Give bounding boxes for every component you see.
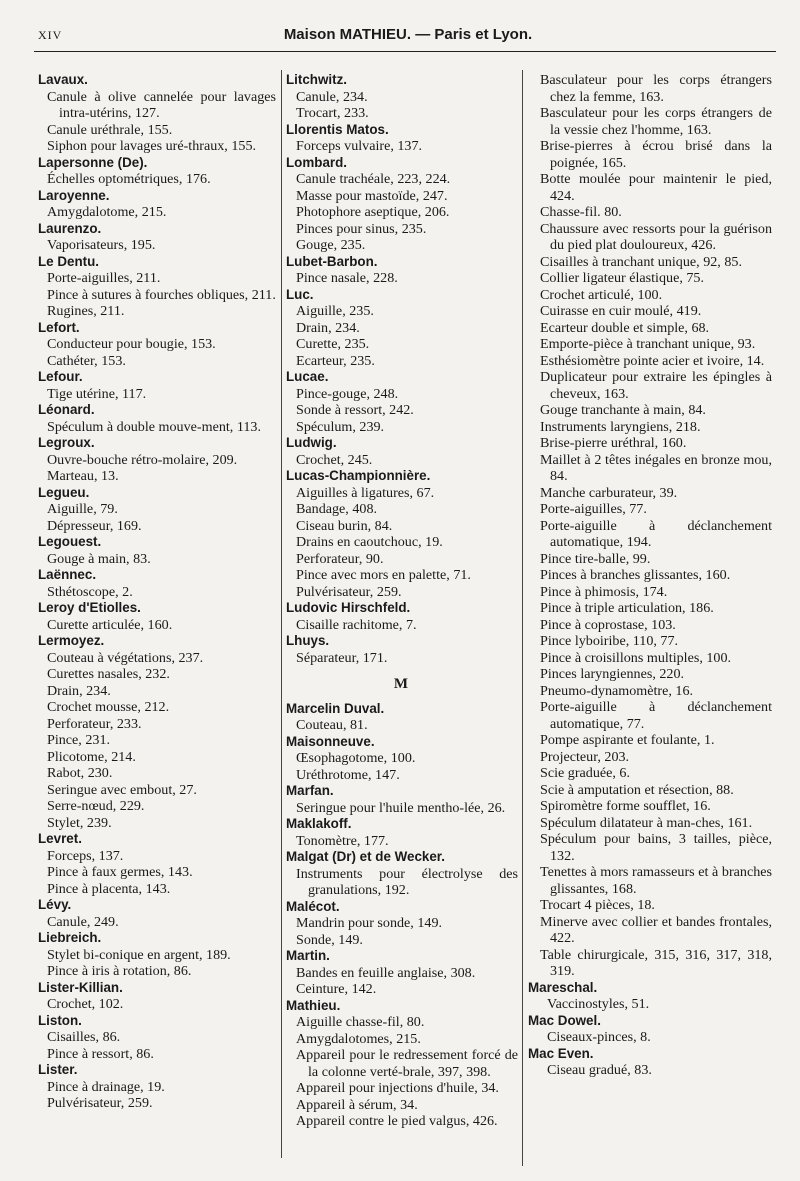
index-name: Lefour. bbox=[38, 369, 83, 384]
index-item: Cuirasse en cuir moulé, 419. bbox=[540, 303, 702, 319]
index-item: Pulvérisateur, 259. bbox=[47, 1095, 153, 1111]
index-item: Chaussure avec ressorts pour la guérison du pied plat douloureux, 426. bbox=[540, 220, 772, 253]
index-name: Liebreich. bbox=[38, 930, 102, 945]
index-item: Serre-nœud, 229. bbox=[47, 798, 145, 814]
index-item: Pince nasale, 228. bbox=[296, 270, 398, 286]
index-item: Emporte-pièce à tranchant unique, 93. bbox=[540, 336, 756, 352]
index-name: Martin. bbox=[286, 948, 330, 963]
index-item: Seringue avec embout, 27. bbox=[47, 781, 197, 798]
index-item: Pince à iris à rotation, 86. bbox=[47, 963, 192, 979]
index-item: Canule trachéale, 223, 224. bbox=[296, 171, 451, 187]
index-item: Sthétoscope, 2. bbox=[47, 583, 133, 600]
index-item: Ecarteur, 235. bbox=[296, 352, 375, 369]
index-item: Collier ligateur élastique, 75. bbox=[540, 270, 704, 286]
index-name: Liston. bbox=[38, 1012, 82, 1028]
index-item: Pince à sutures à fourches obliques, 211. bbox=[47, 286, 276, 303]
column-divider bbox=[281, 70, 282, 1158]
index-name: Levret. bbox=[38, 831, 82, 846]
section-letter: M bbox=[393, 676, 409, 692]
index-item: Spiromètre forme soufflet, 16. bbox=[540, 798, 711, 814]
index-item: Pinces à branches glissantes, 160. bbox=[540, 567, 731, 583]
index-item: Pneumo-dynamomètre, 16. bbox=[540, 682, 694, 699]
index-item: Forceps vulvaire, 137. bbox=[296, 138, 423, 154]
index-item: Gouge à main, 83. bbox=[47, 550, 151, 567]
index-name: Lavaux. bbox=[38, 72, 88, 87]
index-item: Appareil à sérum, 34. bbox=[296, 1096, 418, 1113]
index-item: Gouge, 235. bbox=[296, 237, 366, 253]
index-item: Tenettes à mors ramasseurs et à branches glissantes, 168. bbox=[540, 864, 772, 897]
index-item: Pince à croisillons multiples, 100. bbox=[540, 649, 732, 666]
index-name: Maisonneuve. bbox=[286, 733, 375, 749]
index-name: Maklakoff. bbox=[286, 816, 352, 831]
index-item: Ciseaux-pinces, 8. bbox=[547, 1029, 651, 1045]
index-item: Sonde à ressort, 242. bbox=[296, 402, 414, 418]
index-name: Litchwitz. bbox=[286, 72, 347, 87]
index-item: Appareil pour le redressement forcé de la colonne verté-brale, 397, 398. bbox=[296, 1047, 518, 1080]
index-item: Stylet bi-conique en argent, 189. bbox=[47, 946, 231, 963]
index-item: Tonomètre, 177. bbox=[296, 832, 389, 849]
index-item: Plicotome, 214. bbox=[47, 748, 136, 765]
index-item: Cathéter, 153. bbox=[47, 352, 126, 369]
index-item: Botte moulée pour maintenir le pied, 424. bbox=[540, 171, 772, 204]
index-item: Porte-aiguilles, 77. bbox=[540, 501, 647, 517]
index-name: Marfan. bbox=[286, 783, 334, 798]
index-name: Llorentis Matos. bbox=[286, 121, 389, 137]
index-item: Séparateur, 171. bbox=[296, 649, 388, 666]
index-name: Lermoyez. bbox=[38, 633, 105, 648]
index-item: Pinces pour sinus, 235. bbox=[296, 220, 427, 237]
index-column-2 bbox=[284, 72, 518, 1130]
index-item: Porte-aiguille à déclanchement automatique, 194. bbox=[540, 517, 772, 550]
index-item: Mandrin pour sonde, 149. bbox=[296, 915, 443, 931]
index-item: Perforateur, 233. bbox=[47, 715, 142, 732]
header-rule bbox=[34, 51, 776, 52]
index-item: Rabot, 230. bbox=[47, 765, 113, 781]
index-item: Pince lyboiribe, 110, 77. bbox=[540, 633, 679, 649]
index-item: Crochet, 102. bbox=[47, 996, 124, 1012]
index-item: Maillet à 2 têtes inégales en bronze mou, 84. bbox=[540, 451, 772, 484]
index-item: Ciseau gradué, 83. bbox=[547, 1062, 652, 1078]
index-item: Appareil contre le pied valgus, 426. bbox=[296, 1113, 498, 1129]
index-item: Projecteur, 203. bbox=[540, 748, 630, 765]
index-item: Vaporisateurs, 195. bbox=[47, 237, 156, 253]
index-item: Brise-pierre uréthral, 160. bbox=[540, 435, 687, 451]
index-item: Aiguille, 235. bbox=[296, 303, 374, 319]
index-name: Ludovic Hirschfeld. bbox=[286, 600, 411, 615]
index-item: Spéculum, 239. bbox=[296, 418, 385, 435]
index-item: Aiguilles à ligatures, 67. bbox=[296, 484, 435, 501]
index-item: Forceps, 137. bbox=[47, 847, 124, 864]
index-item: Amygdalotome, 215. bbox=[47, 204, 167, 220]
index-name: Laroyenne. bbox=[38, 187, 110, 203]
index-item: Drain, 234. bbox=[47, 682, 111, 699]
index-item: Trocart, 233. bbox=[296, 105, 369, 121]
index-item: Pince tire-balle, 99. bbox=[540, 550, 651, 567]
index-item: Drain, 234. bbox=[296, 319, 360, 336]
index-item: Ceinture, 142. bbox=[296, 981, 377, 997]
index-name: Lhuys. bbox=[286, 633, 330, 648]
index-item: Instruments pour électrolyse des granulations, 192. bbox=[296, 865, 518, 898]
index-item: Masse pour mastoïde, 247. bbox=[296, 187, 448, 204]
index-name: Lucae. bbox=[286, 369, 329, 384]
index-item: Basculateur pour les corps étrangers chez la femme, 163. bbox=[540, 72, 772, 105]
index-item: Scie à amputation et résection, 88. bbox=[540, 781, 734, 798]
index-name: Leroy d'Etiolles. bbox=[38, 600, 141, 615]
index-item: Canule à olive cannelée pour lavages intra-utérins, 127. bbox=[47, 88, 276, 121]
index-item: Trocart 4 pièces, 18. bbox=[540, 897, 655, 913]
index-item: Vaccinostyles, 51. bbox=[547, 996, 650, 1012]
index-item: Sonde, 149. bbox=[296, 931, 363, 948]
index-item: Pince à triple articulation, 186. bbox=[540, 600, 714, 616]
index-item: Duplicateur pour extraire les épingles à cheveux, 163. bbox=[540, 369, 772, 402]
index-item: Pince à phimosis, 174. bbox=[540, 583, 668, 600]
index-name: Laënnec. bbox=[38, 567, 97, 582]
index-item: Porte-aiguilles, 211. bbox=[47, 270, 161, 286]
index-item: Pince à placenta, 143. bbox=[47, 880, 171, 897]
index-column-1 bbox=[36, 72, 276, 1112]
index-item: Photophore aseptique, 206. bbox=[296, 204, 450, 220]
index-item: Œsophagotome, 100. bbox=[296, 750, 416, 766]
index-item: Canule, 249. bbox=[47, 913, 119, 930]
index-item: Gouge tranchante à main, 84. bbox=[540, 402, 706, 418]
index-item: Curette, 235. bbox=[296, 336, 370, 352]
index-name: Legueu. bbox=[38, 484, 90, 500]
index-name: Lister. bbox=[38, 1062, 78, 1077]
index-name: Lubet-Barbon. bbox=[286, 253, 378, 269]
index-item: Ciseau burin, 84. bbox=[296, 517, 393, 534]
index-name: Mac Dowel. bbox=[528, 1012, 601, 1028]
page-title: Maison MATHIEU. — Paris et Lyon. bbox=[283, 26, 533, 43]
index-item: Siphon pour lavages uré-thraux, 155. bbox=[47, 138, 257, 154]
index-item: Canule, 234. bbox=[296, 88, 368, 105]
column-divider bbox=[522, 70, 523, 1166]
index-name: Lombard. bbox=[286, 154, 348, 170]
index-name: Laurenzo. bbox=[38, 220, 102, 236]
index-item: Table chirurgicale, 315, 316, 317, 318, 319. bbox=[540, 946, 772, 979]
index-item: Curettes nasales, 232. bbox=[47, 666, 170, 682]
index-item: Marteau, 13. bbox=[47, 468, 119, 484]
index-name: Ludwig. bbox=[286, 435, 337, 450]
index-item: Spéculum à double mouve-ment, 113. bbox=[47, 418, 261, 435]
index-item: Pompe aspirante et foulante, 1. bbox=[540, 732, 715, 748]
index-item: Uréthrotome, 147. bbox=[296, 766, 400, 783]
index-item: Dépresseur, 169. bbox=[47, 517, 142, 534]
index-name: Marcelin Duval. bbox=[286, 700, 385, 716]
index-name: Legouest. bbox=[38, 534, 102, 549]
index-item: Canule uréthrale, 155. bbox=[47, 121, 173, 138]
index-item: Scie graduée, 6. bbox=[540, 765, 631, 781]
index-item: Ouvre-bouche rétro-molaire, 209. bbox=[47, 451, 238, 468]
index-item: Pinces laryngiennes, 220. bbox=[540, 666, 685, 682]
index-item: Cisailles, 86. bbox=[47, 1029, 121, 1045]
index-name: Mac Even. bbox=[528, 1045, 594, 1061]
index-item: Brise-pierres à écrou brisé dans la poignée, 165. bbox=[540, 138, 772, 171]
index-item: Porte-aiguille à déclanchement automatique, 77. bbox=[540, 699, 772, 732]
index-item: Rugines, 211. bbox=[47, 303, 125, 319]
index-column-3 bbox=[526, 72, 772, 1079]
index-name: Luc. bbox=[286, 286, 314, 302]
index-item: Seringue pour l'huile mentho-lée, 26. bbox=[296, 799, 506, 816]
index-item: Tige utérine, 117. bbox=[47, 385, 147, 402]
index-item: Pince à coprostase, 103. bbox=[540, 616, 676, 633]
index-item: Spéculum pour bains, 3 tailles, pièce, 132. bbox=[540, 831, 772, 864]
index-item: Crochet, 245. bbox=[296, 451, 373, 468]
index-item: Instruments laryngiens, 218. bbox=[540, 418, 701, 435]
index-item: Crochet articulé, 100. bbox=[540, 286, 663, 303]
index-item: Esthésiomètre pointe acier et ivoire, 14. bbox=[540, 352, 765, 369]
index-item: Drains en caoutchouc, 19. bbox=[296, 534, 443, 550]
index-item: Couteau, 81. bbox=[296, 717, 368, 733]
index-name: Mareschal. bbox=[528, 979, 598, 995]
index-item: Échelles optométriques, 176. bbox=[47, 171, 211, 187]
page-header bbox=[38, 26, 778, 46]
page-number: XIV bbox=[38, 28, 63, 42]
index-item: Ecarteur double et simple, 68. bbox=[540, 319, 710, 336]
index-name: Legroux. bbox=[38, 435, 95, 450]
index-item: Aiguille chasse-fil, 80. bbox=[296, 1014, 425, 1030]
index-item: Pince à drainage, 19. bbox=[47, 1078, 165, 1095]
index-item: Chasse-fil. 80. bbox=[540, 204, 622, 220]
index-item: Curette articulée, 160. bbox=[47, 616, 173, 633]
index-item: Stylet, 239. bbox=[47, 814, 112, 831]
index-item: Minerve avec collier et bandes frontales, 422. bbox=[540, 913, 772, 946]
index-name: Mathieu. bbox=[286, 997, 341, 1013]
index-item: Pince-gouge, 248. bbox=[296, 385, 399, 402]
index-name: Malgat (Dr) et de Wecker. bbox=[286, 849, 446, 864]
index-item: Cisaille rachitome, 7. bbox=[296, 616, 417, 633]
index-item: Aiguille, 79. bbox=[47, 501, 118, 517]
index-name: Le Dentu. bbox=[38, 253, 100, 269]
index-item: Couteau à végétations, 237. bbox=[47, 649, 204, 666]
index-item: Manche carburateur, 39. bbox=[540, 484, 678, 501]
index-item: Basculateur pour les corps étrangers de la vessie chez l'homme, 163. bbox=[540, 105, 772, 138]
index-item: Appareil pour injections d'huile, 34. bbox=[296, 1080, 499, 1096]
index-name: Lucas-Championnière. bbox=[286, 468, 431, 483]
index-item: Amygdalotomes, 215. bbox=[296, 1030, 421, 1047]
index-item: Bandage, 408. bbox=[296, 501, 378, 517]
index-name: Lapersonne (De). bbox=[38, 154, 148, 170]
index-name: Lévy. bbox=[38, 897, 72, 912]
index-name: Malécot. bbox=[286, 898, 340, 914]
index-item: Pulvérisateur, 259. bbox=[296, 583, 402, 600]
index-item: Bandes en feuille anglaise, 308. bbox=[296, 964, 476, 981]
index-item: Pince à ressort, 86. bbox=[47, 1045, 154, 1062]
index-item: Cisailles à tranchant unique, 92, 85. bbox=[540, 253, 742, 270]
index-item: Pince, 231. bbox=[47, 732, 111, 748]
index-item: Crochet mousse, 212. bbox=[47, 699, 170, 715]
index-name: Lefort. bbox=[38, 319, 80, 335]
index-item: Conducteur pour bougie, 153. bbox=[47, 336, 216, 352]
index-name: Lister-Killian. bbox=[38, 979, 123, 995]
index-item: Perforateur, 90. bbox=[296, 550, 384, 567]
index-item: Pince à faux germes, 143. bbox=[47, 864, 193, 880]
index-item: Spéculum dilatateur à man-ches, 161. bbox=[540, 814, 753, 831]
index-item: Pince avec mors en palette, 71. bbox=[296, 567, 471, 583]
index-name: Léonard. bbox=[38, 402, 95, 417]
